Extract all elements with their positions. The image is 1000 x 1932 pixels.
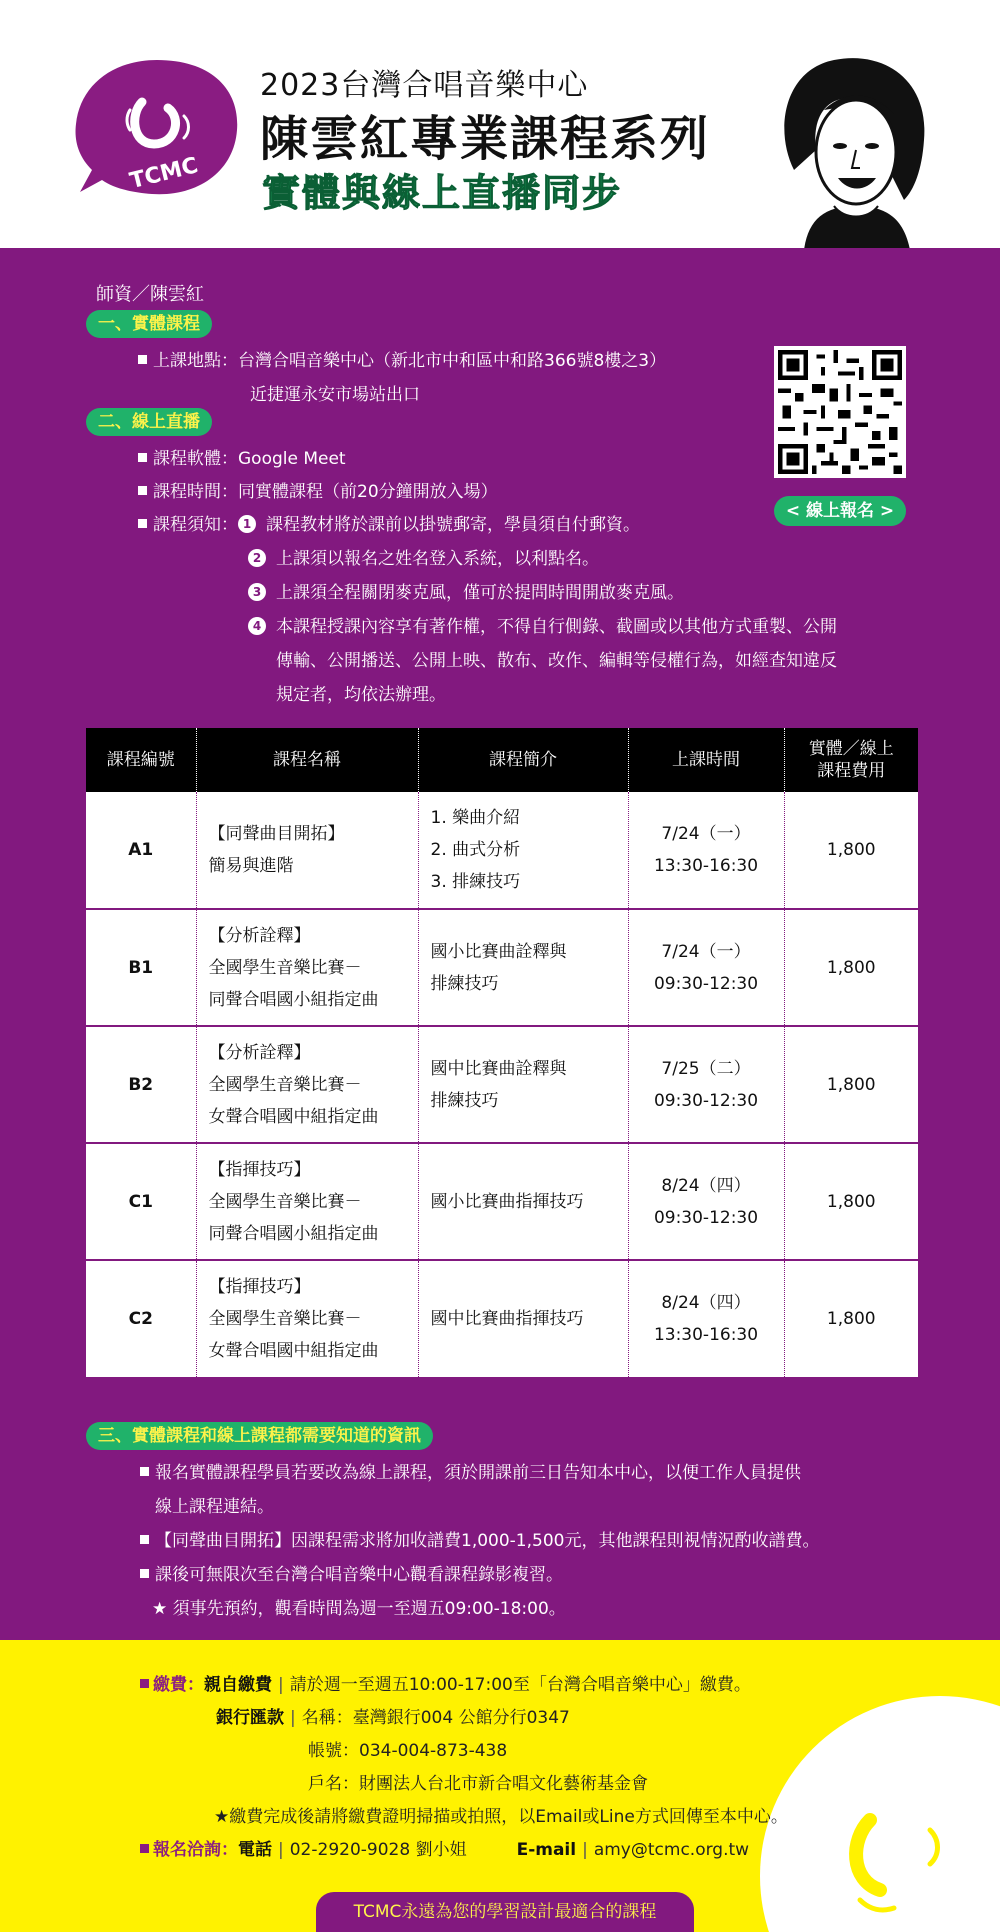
footer-slogan: TCMC永遠為您的學習設計最適合的課程 xyxy=(316,1892,694,1932)
course-table xyxy=(86,728,918,1377)
tcmc-logo xyxy=(72,52,242,202)
course-name xyxy=(196,1026,418,1143)
course-intro xyxy=(418,792,628,909)
number-2-icon: 2 xyxy=(248,549,266,567)
table-header-row xyxy=(86,728,918,792)
name-line: 同聲合唱國小組指定曲 xyxy=(208,1223,379,1244)
course-fee: 1,800 xyxy=(784,792,918,909)
notice-row-4 xyxy=(248,612,837,637)
payment-section xyxy=(0,1640,1000,1932)
notice-3: 上課須全程關閉麥克風，僅可於提問時間開啟麥克風。 xyxy=(276,583,684,603)
notice-4: 本課程授課內容享有著作權，不得自行側錄、截圖或以其他方式重製、公開 xyxy=(276,617,837,637)
course-time xyxy=(628,792,784,909)
contact-label: 報名洽詢： xyxy=(153,1840,238,1860)
bullet-square-icon xyxy=(138,355,147,364)
course-name xyxy=(196,1260,418,1377)
separator: | xyxy=(278,1675,284,1695)
intro-line: 國中比賽曲詮釋與 xyxy=(430,1058,567,1079)
name-line: 【指揮技巧】 xyxy=(208,1277,311,1297)
bank-name: 名稱：臺灣銀行004 公館分行0347 xyxy=(301,1708,570,1728)
notice-4-line-2: 傳輸、公開播送、公開上映、散布、改作、編輯等侵權行為，如經查知違反 xyxy=(276,651,837,671)
number-4-icon: 4 xyxy=(248,617,266,635)
col-course-name: 課程名稱 xyxy=(196,728,418,792)
course-date: 8/24（四） xyxy=(661,1293,751,1313)
section2-title: 二、線上直播 xyxy=(86,408,212,436)
course-code: B1 xyxy=(86,909,196,1026)
bullet-square-icon xyxy=(140,1679,149,1688)
course-name xyxy=(196,792,418,909)
course-name xyxy=(196,1143,418,1260)
fee-header-line2: 課程費用 xyxy=(817,761,886,781)
bank-transfer-label: 銀行匯款 xyxy=(216,1708,284,1728)
course-code: B2 xyxy=(86,1026,196,1143)
course-hours: 13:30-16:30 xyxy=(653,856,759,876)
phone-number[interactable]: 02-2920-9028 劉小姐 xyxy=(289,1840,467,1860)
course-hours: 13:30-16:30 xyxy=(653,1325,759,1345)
intro-line: 3. 排練技巧 xyxy=(430,872,521,892)
col-course-time: 上課時間 xyxy=(628,728,784,792)
bullet-square-icon xyxy=(140,1467,149,1476)
info-note-2-text: 【同聲曲目開拓】因課程需求將加收譜費1,000-1,500元，其他課程則視情況酌收譜費。 xyxy=(155,1531,820,1551)
intro-line: 國中比賽曲指揮技巧 xyxy=(430,1309,584,1329)
course-time xyxy=(628,1026,784,1143)
course-info-section xyxy=(0,248,1000,1640)
course-name xyxy=(196,909,418,1026)
location-row-2: 近捷運永安市場站出口 xyxy=(250,385,420,405)
intro-line: 排練技巧 xyxy=(430,1090,499,1111)
intro-line: 1. 樂曲介紹 xyxy=(430,808,521,828)
info-note-3 xyxy=(140,1560,563,1585)
name-line: 【指揮技巧】 xyxy=(208,1159,311,1180)
name-line: 同聲合唱國小組指定曲 xyxy=(208,989,379,1010)
header-year-title: 2023台灣合唱音樂中心 xyxy=(260,68,589,103)
table-row xyxy=(86,909,918,1026)
contact-row xyxy=(140,1835,749,1860)
notice-1: 課程教材將於課前以掛號郵寄，學員須自付郵資。 xyxy=(266,515,640,535)
course-intro xyxy=(418,1026,628,1143)
course-code: A1 xyxy=(86,792,196,909)
table-row xyxy=(86,792,918,909)
notice-row-1 xyxy=(138,510,640,535)
course-date: 8/24（四） xyxy=(661,1175,751,1196)
course-date: 7/25（二） xyxy=(661,1058,751,1079)
bullet-square-icon xyxy=(140,1569,149,1578)
teacher-label: 師資／陳雲紅 xyxy=(96,284,204,305)
qr-code-icon[interactable] xyxy=(774,346,906,478)
bullet-square-icon xyxy=(138,453,147,462)
course-fee: 1,800 xyxy=(784,1260,918,1377)
bullet-square-icon xyxy=(140,1844,149,1853)
bank-account: 帳號：034-004-873-438 xyxy=(308,1741,508,1761)
course-hours: 09:30-12:30 xyxy=(653,1207,759,1228)
col-course-fee xyxy=(784,728,918,792)
course-fee: 1,800 xyxy=(784,909,918,1026)
course-date: 7/24（一） xyxy=(661,941,751,962)
course-intro xyxy=(418,909,628,1026)
bullet-square-icon xyxy=(138,519,147,528)
info-note-1-text: 報名實體課程學員若要改為線上課程，須於開課前三日告知本中心，以便工作人員提供 xyxy=(155,1463,801,1483)
name-line: 全國學生音樂比賽－ xyxy=(208,1074,362,1095)
location-row xyxy=(138,346,666,371)
separator: | xyxy=(290,1708,296,1728)
name-line: 【分析詮釋】 xyxy=(208,925,311,946)
info-note-4: ★ 須事先預約，觀看時間為週一至週五09:00-18:00。 xyxy=(152,1599,566,1619)
location-text: 上課地點：台灣合唱音樂中心（新北市中和區中和路366號8樓之3） xyxy=(153,351,667,371)
teacher-portrait xyxy=(764,50,944,248)
notice-row-2 xyxy=(248,544,599,569)
col-course-intro: 課程簡介 xyxy=(418,728,628,792)
bullet-square-icon xyxy=(138,486,147,495)
col-course-code: 課程編號 xyxy=(86,728,196,792)
decorative-sound-wave-icon xyxy=(840,1800,980,1920)
intro-line: 排練技巧 xyxy=(430,973,499,994)
phone-label: 電話 xyxy=(238,1840,272,1860)
number-3-icon: 3 xyxy=(248,583,266,601)
section1-title: 一、實體課程 xyxy=(86,310,212,338)
online-signup-button[interactable]: < 線上報名 > xyxy=(774,496,906,526)
header xyxy=(0,0,1000,248)
svg-text:TCMC: TCMC xyxy=(127,153,201,195)
info-note-2 xyxy=(140,1526,819,1551)
course-hours: 09:30-12:30 xyxy=(653,1090,759,1111)
payment-self-row xyxy=(140,1670,751,1695)
software-text: 課程軟體：Google Meet xyxy=(153,449,346,469)
name-line: 女聲合唱國中組指定曲 xyxy=(208,1106,379,1127)
section3-title: 三、實體課程和線上課程都需要知道的資訊 xyxy=(86,1422,433,1450)
bullet-square-icon xyxy=(140,1535,149,1544)
payment-bank-row xyxy=(216,1703,570,1728)
notice-label: 課程須知： xyxy=(153,515,238,535)
name-line: 全國學生音樂比賽－ xyxy=(208,1191,362,1212)
info-note-3-text: 課後可無限次至台灣合唱音樂中心觀看課程錄影複習。 xyxy=(155,1565,563,1585)
course-time xyxy=(628,1260,784,1377)
course-time xyxy=(628,1143,784,1260)
time-row xyxy=(138,477,498,502)
name-line: 【分析詮釋】 xyxy=(208,1042,311,1063)
course-time xyxy=(628,909,784,1026)
course-code: C1 xyxy=(86,1143,196,1260)
info-note-1-line-2: 線上課程連結。 xyxy=(155,1497,274,1517)
name-line: 全國學生音樂比賽－ xyxy=(208,1309,362,1329)
intro-line: 國小比賽曲指揮技巧 xyxy=(430,1191,584,1212)
course-fee: 1,800 xyxy=(784,1143,918,1260)
name-line: 全國學生音樂比賽－ xyxy=(208,957,362,978)
notice-4-line-3: 規定者，均依法辦理。 xyxy=(276,685,446,705)
table-row xyxy=(86,1260,918,1377)
course-fee: 1,800 xyxy=(784,1026,918,1143)
name-line: 簡易與進階 xyxy=(208,856,294,876)
email-label: E-mail xyxy=(516,1840,577,1860)
course-intro xyxy=(418,1143,628,1260)
intro-line: 國小比賽曲詮釋與 xyxy=(430,941,567,962)
header-main-title: 陳雲紅專業課程系列 xyxy=(260,111,711,167)
separator: | xyxy=(278,1840,284,1860)
name-line: 女聲合唱國中組指定曲 xyxy=(208,1341,379,1361)
name-line: 【同聲曲目開拓】 xyxy=(208,824,345,844)
table-row xyxy=(86,1026,918,1143)
course-code: C2 xyxy=(86,1260,196,1377)
software-row xyxy=(138,444,346,469)
payment-note: ★繳費完成後請將繳費證明掃描或拍照，以Email或Line方式回傳至本中心。 xyxy=(214,1807,788,1827)
email-link[interactable]: amy@tcmc.org.tw xyxy=(593,1840,750,1860)
intro-line: 2. 曲式分析 xyxy=(430,840,521,860)
course-date: 7/24（一） xyxy=(661,824,751,844)
number-1-icon: 1 xyxy=(238,515,256,533)
course-intro xyxy=(418,1260,628,1377)
time-text: 課程時間：同實體課程（前20分鐘開放入場） xyxy=(153,482,498,502)
course-hours: 09:30-12:30 xyxy=(653,973,759,994)
account-holder: 戶名：財團法人台北市新合唱文化藝術基金會 xyxy=(308,1774,648,1794)
payment-label: 繳費： xyxy=(153,1675,204,1695)
fee-header-line1: 實體／線上 xyxy=(808,738,894,759)
header-subtitle: 實體與線上直播同步 xyxy=(262,171,623,215)
table-row xyxy=(86,1143,918,1260)
notice-2: 上課須以報名之姓名登入系統，以利點名。 xyxy=(276,549,599,569)
separator: | xyxy=(582,1840,588,1860)
self-pay-text: 請於週一至週五10:00-17:00至「台灣合唱音樂中心」繳費。 xyxy=(289,1675,751,1695)
notice-row-3 xyxy=(248,578,684,603)
info-note-1 xyxy=(140,1458,801,1483)
self-pay-label: 親自繳費 xyxy=(204,1675,272,1695)
